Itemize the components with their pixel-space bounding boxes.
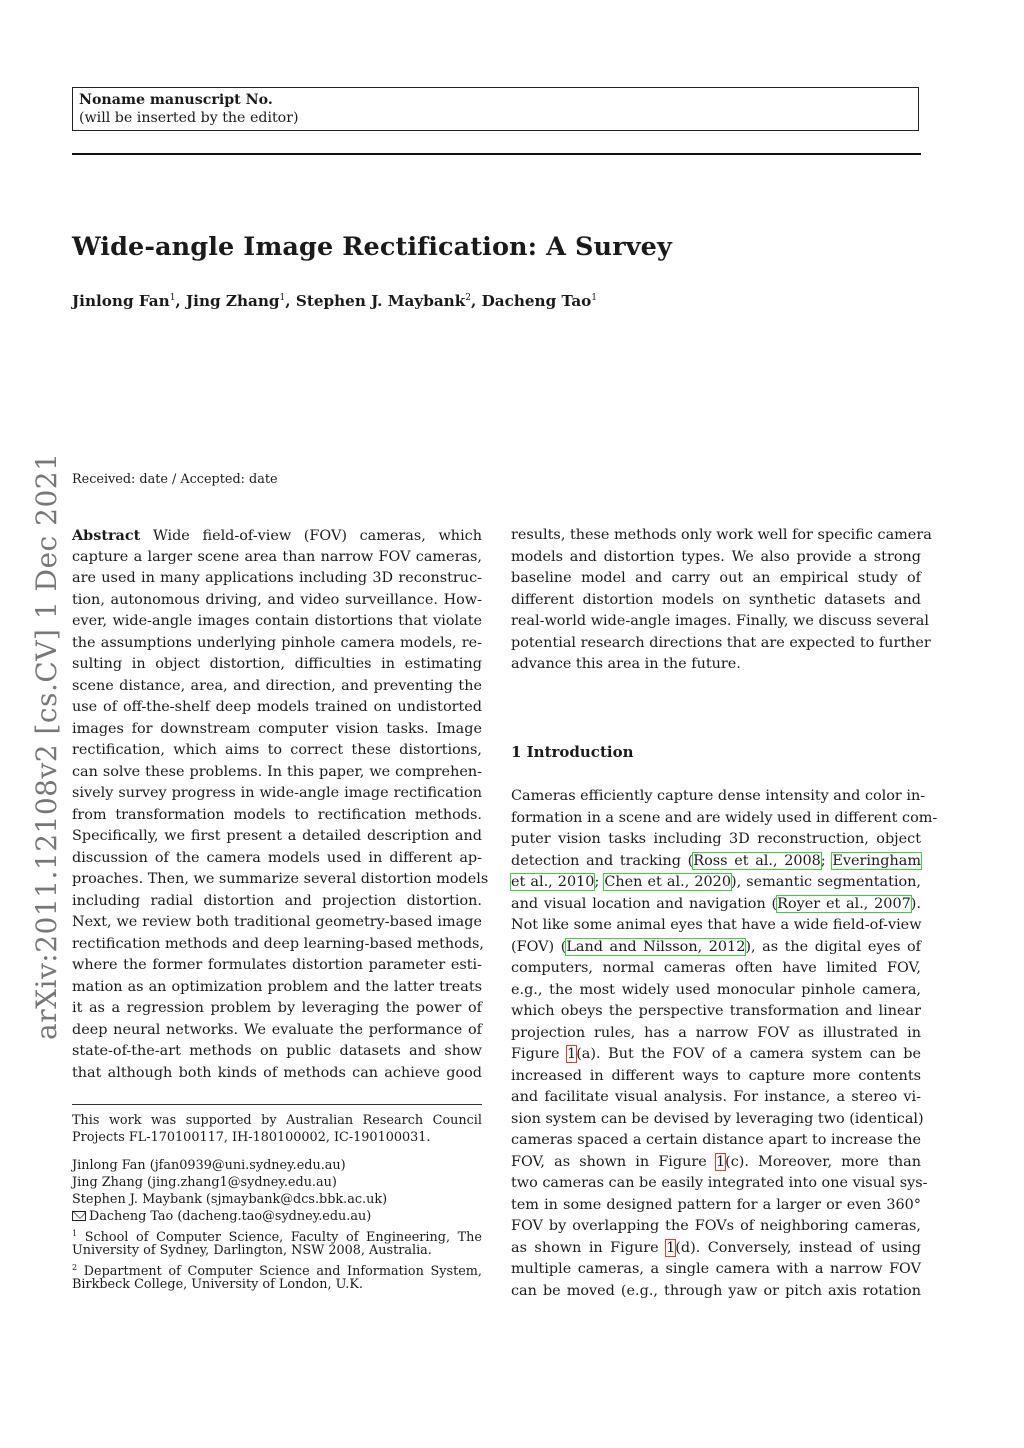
intro-line: e.g., the most widely used monocular pinhole camera, <box>511 981 921 998</box>
intro-text: ), as the digital eyes of <box>745 938 921 955</box>
author-name: Jing Zhang <box>186 292 280 310</box>
intro-line: puter vision tasks including 3D reconstruction, object <box>511 831 921 847</box>
intro-line <box>511 937 921 959</box>
intro-text: as shown in Figure <box>511 1239 667 1256</box>
abstract-line: images for downstream computer vision tasks. Image <box>72 720 482 737</box>
abstract-line: ever, wide-angle images contain distortions that violate <box>72 613 482 629</box>
contact-line: Jing Zhang (jing.zhang1@sydney.edu.au) <box>72 1175 337 1190</box>
abstract-line: rectification, which aims to correct these distortions, <box>72 742 482 758</box>
abstract-line: from transformation models to rectification methods. <box>72 806 482 823</box>
abstract-line: state-of-the-art methods on public datasets and show <box>72 1043 482 1059</box>
header-rule <box>72 153 921 155</box>
intro-line: multiple cameras, a single camera with a narrow FOV <box>511 1261 921 1277</box>
intro-line <box>511 894 921 916</box>
abstract-line: including radial distortion and projection distortion. <box>72 892 482 909</box>
intro-line: cameras spaced a certain distance apart to increase the <box>511 1132 921 1148</box>
funding-line: This work was supported by Australian Research Council <box>72 1113 482 1128</box>
contact-line: Stephen J. Maybank (sjmaybank@dcs.bbk.ac.uk) <box>72 1192 388 1207</box>
affiliation-number: 2 <box>72 1263 78 1272</box>
intro-line: increased in different ways to capture more contents <box>511 1067 921 1084</box>
abstract-line: sively survey progress in wide-angle image rectification <box>72 785 482 801</box>
footnote-rule <box>72 1104 482 1105</box>
intro-text: (FOV) ( <box>511 938 567 955</box>
intro-text: ; <box>820 852 833 869</box>
abstract-continued <box>511 525 932 676</box>
intro-line: FOV by overlapping the FOVs of neighboring cameras, <box>511 1218 921 1234</box>
abstract-line: mation as an optimization problem and the latter treats <box>72 978 482 995</box>
intro-text: Figure <box>511 1046 568 1062</box>
intro-text: (d). Conversely, instead of using <box>675 1239 921 1256</box>
intro-line: sion system can be devised by leveraging two (identical) <box>511 1110 924 1127</box>
abstract-label: Abstract <box>72 527 141 544</box>
abstract-line: rectification methods and deep learning-based methods, <box>72 935 485 952</box>
intro-text: and visual location and navigation ( <box>511 895 778 912</box>
abstract-line: potential research directions that are expected to further <box>511 634 931 651</box>
intro-text: ), semantic segmentation, <box>730 874 921 890</box>
abstract-line: different distortion models on synthetic datasets and <box>511 591 921 608</box>
intro-line: Not like some animal eyes that have a wide field-of-view <box>511 917 922 933</box>
figure-reference-link[interactable]: 1 <box>666 1239 676 1256</box>
intro-text: ; <box>594 874 605 890</box>
intro-line: can be moved (e.g., through yaw or pitch axis rotation <box>511 1282 921 1299</box>
intro-line: computers, normal cameras often have limited FOV, <box>511 960 921 976</box>
corresponding-author: Dacheng Tao (dacheng.tao@sydney.edu.au) <box>89 1209 372 1224</box>
abstract-line: deep neural networks. We evaluate the performance of <box>72 1021 482 1038</box>
abstract-line: are used in many applications including 3D reconstruc- <box>72 570 482 586</box>
citation-link[interactable]: et al., 2010 <box>511 874 595 890</box>
affiliation-number: 1 <box>72 1229 78 1238</box>
section-heading-introduction: 1 Introduction <box>511 743 634 761</box>
author-affiliation-mark: 2 <box>465 293 471 303</box>
citation-link[interactable]: Everingham <box>832 852 921 869</box>
abstract-body <box>72 525 489 1084</box>
affiliation-line <box>72 1259 482 1279</box>
paper-title: Wide-angle Image Rectification: A Survey <box>72 232 672 262</box>
intro-line <box>511 851 921 873</box>
contact-line <box>72 1208 482 1225</box>
abstract-line: where the former formulates distortion parameter esti- <box>72 957 482 973</box>
introduction-body <box>511 786 938 1302</box>
abstract-line: proaches. Then, we summarize several distortion models <box>72 871 489 887</box>
manuscript-number-label: Noname manuscript No. <box>79 92 273 108</box>
abstract-line: scene distance, area, and direction, and preventing the <box>72 677 482 694</box>
abstract-line: can solve these problems. In this paper, we comprehen- <box>72 763 482 780</box>
figure-reference-link[interactable]: 1 <box>715 1153 726 1170</box>
intro-text: FOV, as shown in Figure <box>511 1153 716 1170</box>
abstract-line: it as a regression problem by leveraging the power of <box>72 1000 482 1016</box>
abstract-line: tion, autonomous driving, and video surveillance. How- <box>72 591 482 608</box>
affiliation-text: Department of Computer Science and Information System, <box>83 1264 482 1279</box>
funding-footnote <box>72 1112 482 1146</box>
intro-line: Cameras efficiently capture dense intensity and color in- <box>511 788 926 804</box>
intro-line: projection rules, has a narrow FOV as illustrated in <box>511 1024 921 1041</box>
affiliation-line: University of Sydney, Darlington, NSW 2008, Australia. <box>72 1243 432 1258</box>
intro-line: tem in some designed pattern for a larger or even 360° <box>511 1196 921 1213</box>
contact-line: Jinlong Fan (jfan0939@uni.sydney.edu.au) <box>72 1158 346 1173</box>
author-affiliation-mark: 1 <box>169 293 176 303</box>
received-date: Received: date / Accepted: date <box>72 472 278 487</box>
abstract-line: models and distortion types. We also provide a strong <box>511 548 921 565</box>
intro-line: and facilitate visual analysis. For instance, a stereo vi- <box>511 1089 921 1105</box>
intro-line <box>511 872 921 894</box>
abstract-line: Next, we review both traditional geometry-based image <box>72 914 482 930</box>
abstract-line: Wide field-of-view (FOV) cameras, which <box>140 528 482 544</box>
envelope-icon <box>72 1211 86 1221</box>
intro-line <box>511 1238 921 1260</box>
abstract-line: sulting in object distortion, difficulties in estimating <box>72 656 482 672</box>
intro-text: (c). Moreover, more than <box>725 1153 921 1170</box>
abstract-line: the assumptions underlying pinhole camera models, re- <box>72 634 482 651</box>
figure-reference-link[interactable]: 1 <box>567 1046 577 1062</box>
editor-note-box <box>72 87 919 131</box>
author-affiliation-mark: 1 <box>279 293 286 303</box>
intro-line: which obeys the perspective transformation and linear <box>511 1003 921 1019</box>
affiliation-line <box>72 1225 482 1245</box>
citation-link[interactable]: Ross et al., 2008 <box>693 852 821 869</box>
funding-line: Projects FL-170100117, IH-180100002, IC-190100031. <box>72 1130 431 1145</box>
abstract-line: advance this area in the future. <box>511 656 741 672</box>
author-affiliation-mark: 1 <box>591 293 598 303</box>
intro-line: two cameras can be easily integrated into one visual sys- <box>511 1175 928 1191</box>
intro-line <box>511 1044 921 1066</box>
abstract-line: that although both kinds of methods can achieve good <box>72 1064 482 1081</box>
editor-note: (will be inserted by the editor) <box>79 110 299 126</box>
abstract-line: use of off-the-shelf deep models trained on undistorted <box>72 699 482 715</box>
author-list: Jinlong Fan$^1$, Jing Zhang$^1$, Stephen J. Maybank$^2$, Dacheng Tao$^1$ <box>72 292 598 310</box>
citation-link[interactable]: Land and Nilsson, 2012 <box>566 938 746 955</box>
abstract-line: baseline model and carry out an empirical study of <box>511 570 921 586</box>
intro-text: ). <box>910 895 921 912</box>
affiliation-line: Birkbeck College, University of London, U.K. <box>72 1277 363 1292</box>
abstract-line: real-world wide-angle images. Finally, we discuss several <box>511 613 929 629</box>
abstract-line: Specifically, we first present a detailed description and <box>72 828 482 844</box>
intro-line: formation in a scene and are widely used in different com- <box>511 809 938 826</box>
citation-link[interactable]: Royer et al., 2007 <box>777 895 911 912</box>
contact-footnote <box>72 1157 482 1293</box>
abstract-line: discussion of the camera models used in different ap- <box>72 849 482 866</box>
abstract-line: capture a larger scene area than narrow FOV cameras, <box>72 548 482 565</box>
author-name: Dacheng Tao <box>481 292 592 310</box>
intro-text: detection and tracking ( <box>511 852 694 869</box>
arxiv-stamp: arXiv:2011.12108v2 [cs.CV] 1 Dec 2021 <box>30 452 63 1040</box>
author-name: Stephen J. Maybank <box>295 292 466 310</box>
intro-line <box>511 1152 921 1174</box>
author-name: Jinlong Fan <box>72 292 170 310</box>
affiliation-text: School of Computer Science, Faculty of Engineering, The <box>84 1230 482 1245</box>
citation-link[interactable]: Chen et al., 2020 <box>604 874 731 890</box>
abstract-line: results, these methods only work well for specific camera <box>511 527 932 543</box>
intro-text: (a). But the FOV of a camera system can be <box>576 1046 921 1062</box>
